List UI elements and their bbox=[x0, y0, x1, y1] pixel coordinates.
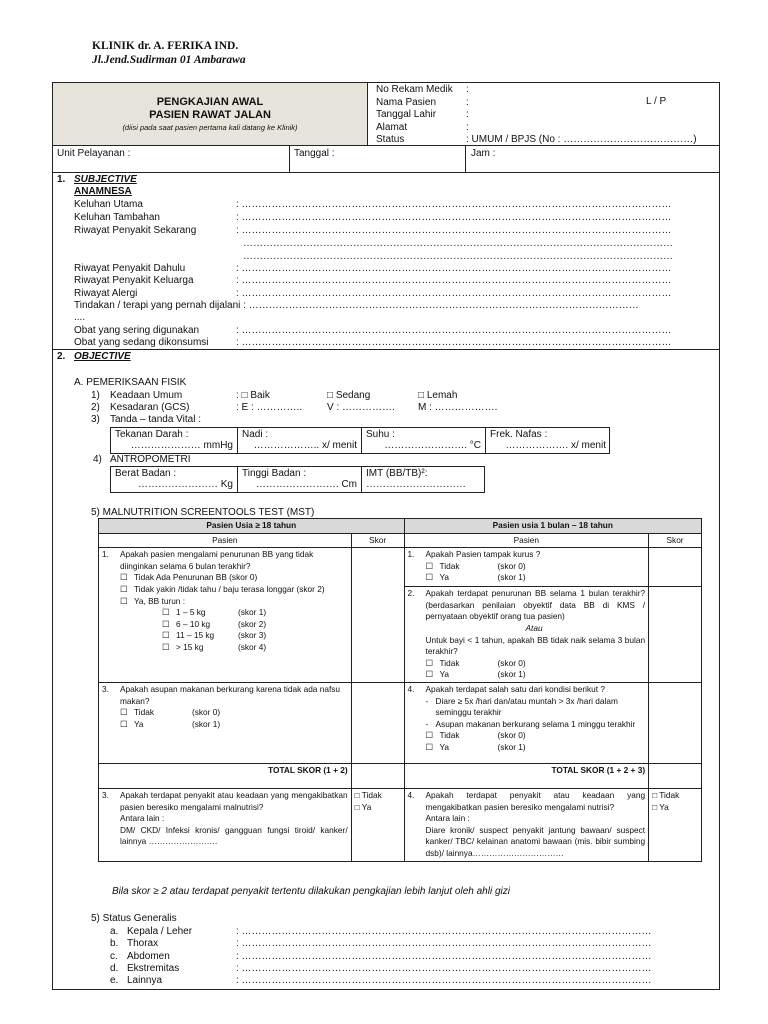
riwayat-dahulu-label: Riwayat Penyakit Dahulu bbox=[74, 263, 186, 274]
q-text: Apakah Pasien tampak kurus ? bbox=[425, 549, 541, 560]
disease-score-cell[interactable] bbox=[351, 788, 404, 861]
checkbox-icon[interactable]: ☐ bbox=[120, 595, 128, 606]
riwayat-sekarang-field-2[interactable]: ………………………………………………………………………………………………………………… bbox=[243, 238, 673, 249]
vital-num: 3) bbox=[91, 414, 100, 425]
obat-sering-field[interactable]: : ………………………………………………………………………………………………………………… bbox=[236, 325, 672, 336]
gender-field[interactable]: L / P bbox=[646, 96, 667, 107]
checkbox-icon[interactable]: ☐ bbox=[425, 741, 433, 752]
option-label: 1 – 5 kg bbox=[176, 607, 206, 618]
score-cell[interactable] bbox=[649, 548, 702, 587]
item-letter: c. bbox=[110, 950, 118, 962]
obat-sering-label: Obat yang sering digunakan bbox=[74, 325, 200, 336]
option-label: Tidak bbox=[439, 730, 460, 741]
status-generalis-title: 5) Status Generalis bbox=[91, 913, 177, 924]
mst-child-q4: 4. Apakah terdapat salah satu dari kondisi berikut ? - Diare ≥ 5x /hari dan/atau muntah > 3x /hari dalam seminggu terakhir - Asupan makanan berkurang selama 1 minggu terakhir ☐ Tidak (skor 0) ☐ Ya (skor 1) bbox=[404, 682, 649, 763]
kepala-leher-field[interactable]: : …………………………………………………………………………………………………………… bbox=[236, 926, 652, 937]
nadi-value[interactable]: ……………….. x/ menit bbox=[253, 440, 357, 451]
disease-list: Diare kronik/ suspect penyakit jantung bawaan/ suspect kanker/ TBC/ kelainan anatomi bawaan (mis. bibir sumbing dsb)/ lainnya…………………………… bbox=[425, 824, 646, 858]
obat-sedang-label: Obat yang sedang dikonsumsi bbox=[74, 337, 209, 348]
riwayat-alergi-label: Riwayat Alergi bbox=[74, 288, 138, 299]
option-label: Ya bbox=[439, 572, 450, 583]
keadaan-baik-option[interactable]: : □ Baik bbox=[236, 390, 270, 401]
mst-adult-q3 bbox=[99, 788, 352, 861]
checkbox-icon[interactable]: ☐ bbox=[120, 572, 128, 583]
frek-nafas-cell[interactable] bbox=[486, 428, 610, 453]
option-label: > 15 kg bbox=[176, 641, 204, 652]
option-label: Tidak bbox=[439, 560, 460, 571]
tinggi-badan-label: Tinggi Badan : bbox=[242, 468, 307, 479]
antropometri-box bbox=[110, 466, 485, 493]
score-label: (skor 0) bbox=[497, 657, 526, 668]
frek-nafas-label: Frek. Nafas : bbox=[490, 429, 548, 440]
option-label: Tidak bbox=[134, 707, 154, 718]
tekanan-darah-cell[interactable] bbox=[111, 428, 238, 453]
option-label: Ya bbox=[439, 669, 450, 680]
riwayat-alergi-field[interactable]: : ………………………………………………………………………………………………………………… bbox=[236, 288, 672, 299]
option-label: Ya bbox=[439, 741, 450, 752]
item-letter: a. bbox=[110, 926, 119, 937]
checkbox-icon[interactable]: ☐ bbox=[162, 630, 170, 641]
form-title-1: PENGKAJIAN AWAL bbox=[156, 96, 264, 108]
gcs-m-field[interactable]: M : ………………. bbox=[418, 402, 498, 413]
total-skor-adult-label: TOTAL SKOR (1 + 2) bbox=[99, 763, 352, 788]
riwayat-keluarga-field[interactable]: : ………………………………………………………………………………………………………………… bbox=[236, 275, 672, 286]
label-tanggal-lahir: Tanggal Lahir bbox=[376, 109, 437, 120]
tidak-checkbox[interactable]: □ Tidak bbox=[652, 789, 680, 800]
tidak-checkbox[interactable]: □ Tidak bbox=[354, 789, 382, 800]
clinic-address: Jl.Jend.Sudirman 01 Ambarawa bbox=[92, 54, 246, 66]
score-cell[interactable] bbox=[649, 682, 702, 763]
antara-lain: Antara lain : bbox=[120, 813, 165, 824]
mst-adult-q1 bbox=[99, 548, 352, 683]
colon: : bbox=[466, 121, 469, 133]
item-letter: e. bbox=[110, 975, 119, 987]
total-skor-child-cell[interactable] bbox=[649, 763, 702, 788]
score-label: (skor 1) bbox=[238, 607, 267, 618]
mst-footnote: Bila skor ≥ 2 atau terdapat penyakit tertentu dilakukan pengkajian lebih lanjut oleh ahli gizi bbox=[112, 886, 510, 897]
status-generalis-letters bbox=[110, 926, 118, 987]
gcs-v-field[interactable]: V : ……………. bbox=[327, 402, 395, 413]
riwayat-sekarang-field-3[interactable]: ………………………………………………………………………………………………………………… bbox=[243, 251, 673, 262]
col-skor: Skor bbox=[649, 533, 702, 548]
q-number: 3. bbox=[102, 789, 109, 800]
col-pasien: Pasien bbox=[404, 533, 649, 548]
colon: : bbox=[466, 96, 469, 108]
atau-label: Atau bbox=[525, 622, 543, 633]
lainnya-label: Lainnya bbox=[127, 975, 163, 987]
mst-child-q2 bbox=[404, 587, 649, 683]
thorax-field[interactable]: : …………………………………………………………………………………………………………… bbox=[236, 938, 652, 950]
mst-header-child: Pasien usia 1 bulan – 18 tahun bbox=[404, 519, 701, 534]
q-text: Apakah terdapat penurunan BB selama 1 bulan terakhir? (berdasarkan penilaian obyektif data BB di KMS / pernyataan obyektif orang tua pasien) bbox=[425, 588, 646, 622]
vital-signs-box bbox=[110, 427, 610, 454]
kesadaran-label: Kesadaran (GCS) bbox=[110, 402, 190, 413]
condition-item: Diare ≥ 5x /hari dan/atau muntah > 3x /hari dalam seminggu terakhir bbox=[435, 695, 618, 718]
option-label: Ya, BB turun : bbox=[134, 595, 186, 606]
total-skor-child-label: TOTAL SKOR (1 + 2 + 3) bbox=[404, 763, 649, 788]
antara-lain: Antara lain : bbox=[425, 813, 470, 824]
score-label: (skor 3) bbox=[238, 630, 267, 641]
label-nama-pasien: Nama Pasien bbox=[376, 96, 437, 108]
tanda-vital-label: Tanda – tanda Vital : bbox=[110, 414, 201, 425]
imt-cell[interactable] bbox=[362, 467, 484, 492]
score-label: (skor 0) bbox=[192, 707, 221, 718]
q-text: Apakah terdapat salah satu dari kondisi berikut ? bbox=[425, 683, 605, 694]
section-2-number: 2. bbox=[57, 351, 66, 362]
tindakan-field-cont: .... bbox=[74, 312, 86, 323]
checkbox-icon[interactable]: ☐ bbox=[162, 607, 170, 618]
section-objective-title: OBJECTIVE bbox=[74, 351, 131, 362]
patient-labels bbox=[376, 84, 453, 147]
checkbox-icon[interactable]: ☐ bbox=[120, 718, 128, 729]
q-text: Apakah pasien mengalami penurunan BB yang tidak diinginkan selama 6 bulan terakhir? bbox=[120, 549, 314, 571]
checkbox-icon[interactable]: ☐ bbox=[162, 641, 170, 652]
ekstremitas-field[interactable]: : …………………………………………………………………………………………………………… bbox=[236, 962, 652, 974]
abdomen-label: Abdomen bbox=[127, 950, 170, 962]
section-subjective-title: SUBJECTIVE bbox=[74, 174, 137, 185]
status-generalis-labels bbox=[127, 926, 192, 987]
pemeriksaan-fisik-title: A. PEMERIKSAAN FISIK bbox=[74, 377, 187, 388]
keadaan-num: 1) bbox=[91, 390, 100, 401]
label-no-rekam-medik: No Rekam Medik bbox=[376, 84, 453, 95]
option-label: Tidak Ada Penurunan BB (skor 0) bbox=[134, 572, 258, 583]
q-text: Apakah asupan makanan berkurang karena tidak ada nafsu makan? bbox=[120, 683, 341, 706]
disease-score-cell[interactable] bbox=[649, 788, 702, 861]
score-label: (skor 1) bbox=[497, 572, 526, 583]
suhu-value[interactable]: ……………………. °C bbox=[384, 440, 481, 451]
tindakan-field[interactable]: Tindakan / terapi yang pernah dijalani : ……………………………………………………………………………………………………… bbox=[74, 300, 639, 311]
mst-child-q1 bbox=[404, 548, 649, 587]
jam-label[interactable]: Jam : bbox=[471, 148, 496, 159]
score-label: (skor 1) bbox=[497, 741, 526, 752]
tekanan-darah-value[interactable]: ………………… mmHg bbox=[130, 440, 233, 451]
disease-list: DM/ CKD/ Infeksi kronis/ gangguan fungsi tiroid/ kanker/ lainnya ……………………. bbox=[120, 824, 348, 847]
suhu-cell[interactable] bbox=[362, 428, 486, 453]
checkbox-icon[interactable]: ☐ bbox=[425, 572, 433, 583]
abdomen-field[interactable]: : …………………………………………………………………………………………………………… bbox=[236, 950, 652, 962]
riwayat-sekarang-field[interactable]: : ………………………………………………………………………………………………………………… bbox=[236, 225, 672, 236]
nadi-label: Nadi : bbox=[242, 429, 269, 440]
label-status: Status bbox=[376, 134, 405, 145]
colon: : bbox=[466, 109, 469, 120]
nadi-cell[interactable] bbox=[238, 428, 362, 453]
frek-nafas-value[interactable]: ………………. x/ menit bbox=[505, 440, 606, 451]
item-letter: d. bbox=[110, 962, 119, 974]
riwayat-keluarga-label: Riwayat Penyakit Keluarga bbox=[74, 275, 194, 286]
q-text: Untuk bayi < 1 tahun, apakah BB tidak naik selama 3 bulan terakhir? bbox=[425, 634, 646, 657]
clinic-name: KLINIK dr. A. FERIKA IND. bbox=[92, 40, 239, 52]
mst-header-adult: Pasien Usia ≥ 18 tahun bbox=[99, 519, 405, 534]
antropometri-label: ANTROPOMETRI bbox=[110, 454, 191, 465]
total-skor-adult-cell[interactable] bbox=[351, 763, 404, 788]
anamnesa-title: ANAMNESA bbox=[74, 186, 132, 197]
lainnya-field[interactable]: : …………………………………………………………………………………………………………… bbox=[236, 975, 652, 987]
mst-adult-q2 bbox=[99, 682, 352, 763]
checkbox-icon[interactable]: ☐ bbox=[162, 618, 170, 629]
checkbox-icon[interactable]: ☐ bbox=[120, 583, 128, 594]
condition-item: Asupan makanan berkurang selama 1 minggu terakhir bbox=[435, 718, 636, 729]
checkbox-icon[interactable]: ☐ bbox=[425, 669, 433, 680]
kesadaran-num: 2) bbox=[91, 402, 100, 413]
antro-num: 4) bbox=[93, 454, 102, 465]
unit-pelayanan-label[interactable]: Unit Pelayanan : bbox=[57, 148, 131, 159]
col-pasien: Pasien bbox=[99, 533, 352, 548]
score-label: (skor 0) bbox=[497, 730, 526, 741]
checkbox-icon[interactable]: ☐ bbox=[425, 730, 433, 741]
mst-table bbox=[98, 518, 702, 862]
q-number: 3. bbox=[102, 683, 109, 694]
berat-badan-label: Berat Badan : bbox=[115, 468, 177, 479]
mst-title: 5) MALNUTRITION SCREENTOOLS TEST (MST) bbox=[91, 507, 315, 518]
checkbox-icon[interactable]: ☐ bbox=[120, 707, 128, 718]
mst-child-q5 bbox=[404, 788, 649, 861]
score-label: (skor 1) bbox=[497, 669, 526, 680]
col-skor: Skor bbox=[351, 533, 404, 548]
score-cell[interactable] bbox=[351, 682, 404, 763]
score-cell[interactable] bbox=[649, 587, 702, 683]
label-alamat: Alamat bbox=[376, 121, 408, 133]
score-label: (skor 2) bbox=[238, 618, 267, 629]
berat-badan-cell[interactable] bbox=[111, 467, 238, 492]
option-label: Tidak yakin /tidak tahu / baju terasa longgar (skor 2) bbox=[134, 583, 325, 594]
tinggi-badan-value[interactable]: ……………………. Cm bbox=[255, 479, 357, 490]
keluhan-utama-field[interactable]: : ………………………………………………………………………………………………………………… bbox=[236, 199, 672, 210]
kepala-leher-label: Kepala / Leher bbox=[127, 926, 193, 937]
status-value[interactable]: : UMUM / BPJS (No : …………………………………) bbox=[466, 134, 697, 145]
patient-colons bbox=[466, 84, 469, 134]
keadaan-lemah-option[interactable]: □ Lemah bbox=[418, 390, 458, 401]
option-label: 6 – 10 kg bbox=[176, 618, 211, 629]
q-number: 1. bbox=[407, 549, 415, 560]
checkbox-icon[interactable]: ☐ bbox=[425, 560, 433, 571]
form-title-2: PASIEN RAWAT JALAN bbox=[149, 109, 271, 121]
riwayat-dahulu-field[interactable]: : ………………………………………………………………………………………………………………… bbox=[236, 263, 672, 274]
score-label: (skor 0) bbox=[497, 560, 526, 571]
score-cell[interactable] bbox=[351, 548, 404, 683]
q-number: 1. bbox=[102, 549, 109, 560]
q-number: 4. bbox=[407, 789, 415, 800]
status-generalis-fields bbox=[236, 926, 652, 987]
item-letter: b. bbox=[110, 938, 119, 950]
imt-label: IMT (BB/TB)²: bbox=[366, 468, 428, 479]
q-number: 4. bbox=[407, 683, 415, 694]
option-label: Ya bbox=[134, 718, 144, 729]
colon: : bbox=[466, 84, 469, 95]
ekstremitas-label: Ekstremitas bbox=[127, 962, 180, 974]
checkbox-icon[interactable]: ☐ bbox=[425, 657, 433, 668]
keluhan-tambahan-label: Keluhan Tambahan bbox=[74, 212, 160, 223]
gcs-e-field[interactable]: : E : ………….. bbox=[236, 402, 303, 413]
keadaan-umum-label: Keadaan Umum bbox=[110, 390, 183, 401]
thorax-label: Thorax bbox=[127, 938, 159, 950]
section-1-number: 1. bbox=[57, 174, 66, 185]
keluhan-tambahan-field[interactable]: : ………………………………………………………………………………………………………………… bbox=[236, 212, 672, 223]
option-label: 11 – 15 kg bbox=[176, 630, 215, 641]
keluhan-utama-label: Keluhan Utama bbox=[74, 199, 143, 210]
keadaan-sedang-option[interactable]: □ Sedang bbox=[327, 390, 371, 401]
score-label: (skor 1) bbox=[192, 718, 221, 729]
form-note: (diisi pada saat pasien pertama kali datang ke Klinik) bbox=[122, 123, 298, 132]
suhu-label: Suhu : bbox=[366, 429, 395, 440]
berat-badan-value[interactable]: …………………… Kg bbox=[137, 479, 233, 490]
tekanan-darah-label: Tekanan Darah : bbox=[115, 429, 189, 440]
q-text: Apakah terdapat penyakit atau keadaan yang mengakibatkan pasien beresiko mengalami malnutrisi? bbox=[120, 789, 348, 812]
ya-checkbox[interactable]: □ Ya bbox=[354, 801, 372, 812]
ya-checkbox[interactable]: □ Ya bbox=[652, 801, 669, 812]
score-label: (skor 4) bbox=[238, 641, 267, 652]
imt-value[interactable]: ………………………… bbox=[366, 479, 466, 490]
obat-sedang-field[interactable]: : ………………………………………………………………………………………………………………… bbox=[236, 337, 672, 348]
option-label: Tidak bbox=[439, 657, 460, 668]
tinggi-badan-cell[interactable] bbox=[238, 467, 362, 492]
riwayat-sekarang-label: Riwayat Penyakit Sekarang bbox=[74, 225, 197, 236]
q-number: 2. bbox=[407, 588, 415, 599]
q-text: Apakah terdapat penyakit atau keadaan yang mengakibatkan pasien beresiko mengalami nutrisi? bbox=[425, 789, 646, 812]
tanggal-label[interactable]: Tanggal : bbox=[294, 148, 335, 159]
